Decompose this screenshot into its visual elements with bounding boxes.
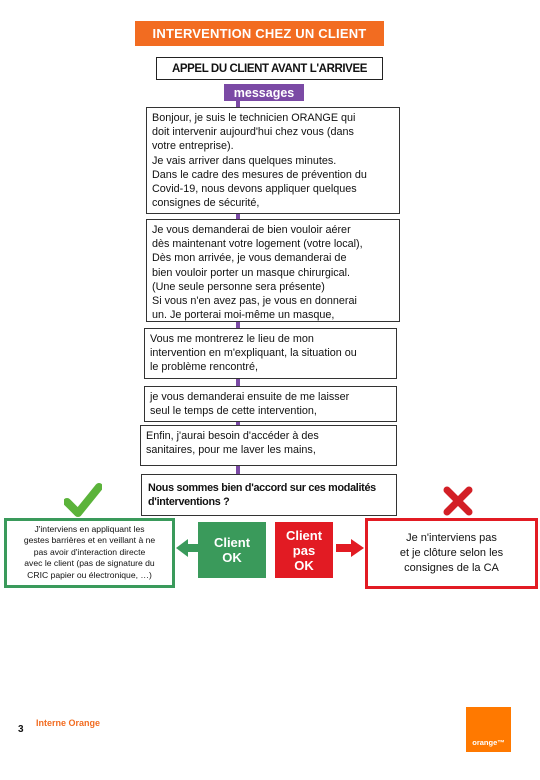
message-box-1: Bonjour, je suis le technicien ORANGE qui doit intervenir aujourd'hui chez vous (dans votre entreprise). Je vais arriver dans quelques minutes. Dans le cadre des mesures de prévention du Covid-19, nous devons appliquer quelques consignes de sécurité,	[146, 107, 400, 214]
confirmation-question: Nous sommes bien d'accord sur ces modalités d'interventions ?	[141, 474, 397, 516]
client-ok-box: Client OK	[198, 522, 266, 578]
page-number: 3	[18, 724, 24, 735]
messages-label: messages	[224, 84, 304, 101]
arrow-right-icon	[336, 539, 364, 557]
cross-icon	[442, 485, 474, 517]
logo-text: orange™	[472, 738, 505, 747]
message-box-5: Enfin, j'aurai besoin d'accéder à des sanitaires, pour me laver les mains,	[140, 425, 397, 466]
client-not-ok-box: Client pas OK	[275, 522, 333, 578]
message-box-3: Vous me montrerez le lieu de mon intervention en m'expliquant, la situation ou le problème rencontré,	[144, 328, 397, 379]
arrow-left-icon	[176, 539, 200, 557]
ok-action-box: J'interviens en appliquant les gestes barrières et en veillant à ne pas avoir d'interaction directe avec le client (pas de signature du CRIC papier ou électronique, …)	[4, 518, 175, 588]
orange-logo	[466, 707, 511, 752]
section-subtitle: APPEL DU CLIENT AVANT L'ARRIVEE	[156, 57, 383, 80]
message-box-2: Je vous demanderai de bien vouloir aérer dès maintenant votre logement (votre local), Dès mon arrivée, je vous demanderai de bien vouloir porter un masque chirurgical. (Une seule personne sera présente) Si vous n'en avez pas, je vous en donnerai un. Je porterai moi-même un masque,	[146, 219, 400, 322]
footer-label: Interne Orange	[36, 718, 101, 728]
check-icon	[64, 483, 102, 517]
page-title: INTERVENTION CHEZ UN CLIENT	[135, 21, 384, 46]
not-ok-action-box: Je n'interviens pas et je clôture selon les consignes de la CA	[365, 518, 538, 589]
message-box-4: je vous demanderai ensuite de me laisser seul le temps de cette intervention,	[144, 386, 397, 422]
